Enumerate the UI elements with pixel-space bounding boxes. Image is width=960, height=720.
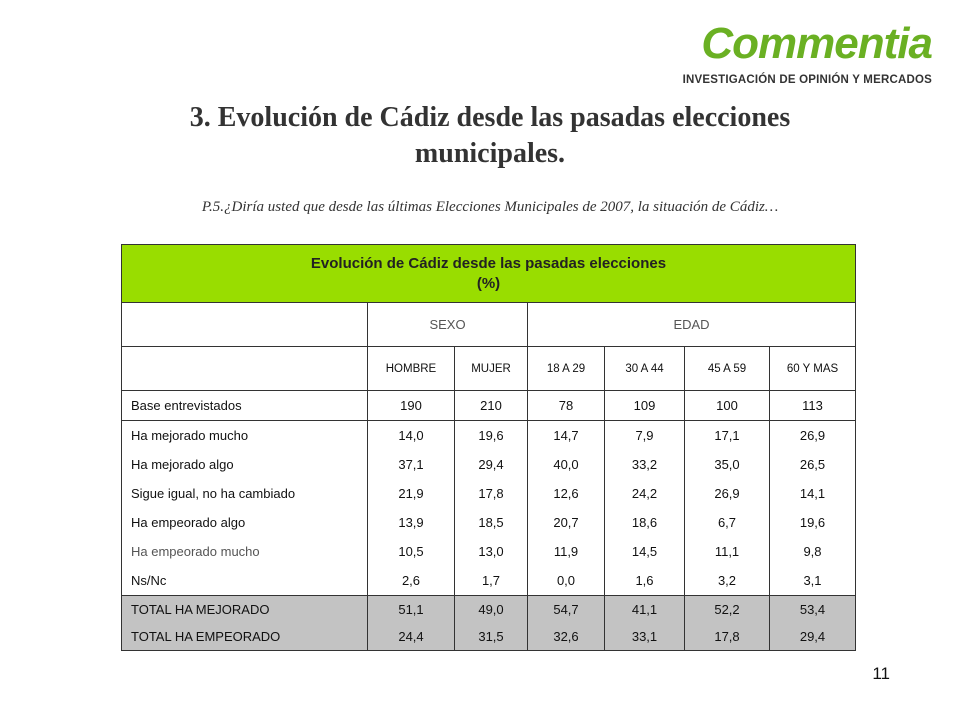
- total-row: [122, 623, 856, 651]
- table-cell: 54,7: [528, 596, 605, 624]
- row-label: Base entrevistados: [122, 391, 368, 421]
- group-header-sexo: SEXO: [368, 303, 528, 347]
- column-header-row: [122, 347, 856, 391]
- table-cell: 3,1: [770, 566, 856, 596]
- page-number: 11: [872, 664, 890, 683]
- table-cell: 113: [770, 391, 856, 421]
- group-header-empty: [122, 303, 368, 347]
- table-cell: 53,4: [770, 596, 856, 624]
- table-cell: 14,7: [528, 421, 605, 451]
- results-table: [121, 244, 856, 651]
- group-header-row: [122, 303, 856, 347]
- table-cell: 109: [605, 391, 685, 421]
- table-cell: 33,2: [605, 450, 685, 479]
- row-label: TOTAL HA EMPEORADO: [122, 623, 368, 651]
- page-title: [120, 100, 860, 172]
- table-cell: 6,7: [685, 508, 770, 537]
- column-header-mujer: MUJER: [455, 347, 528, 391]
- table-cell: 0,0: [528, 566, 605, 596]
- total-row: [122, 596, 856, 624]
- table-cell: 78: [528, 391, 605, 421]
- table-cell: 40,0: [528, 450, 605, 479]
- row-label: Ns/Nc: [122, 566, 368, 596]
- table-cell: 26,5: [770, 450, 856, 479]
- table-cell: 14,0: [368, 421, 455, 451]
- table-cell: 18,6: [605, 508, 685, 537]
- table-cell: 52,2: [685, 596, 770, 624]
- column-header-18-29: 18 A 29: [528, 347, 605, 391]
- table-cell: 190: [368, 391, 455, 421]
- table-cell: 10,5: [368, 537, 455, 566]
- table-cell: 24,4: [368, 623, 455, 651]
- row-label: Ha mejorado mucho: [122, 421, 368, 451]
- table-cell: 21,9: [368, 479, 455, 508]
- table-cell: 41,1: [605, 596, 685, 624]
- table-row: [122, 421, 856, 451]
- table-cell: 7,9: [605, 421, 685, 451]
- column-header-empty: [122, 347, 368, 391]
- table-cell: 14,5: [605, 537, 685, 566]
- table-cell: 32,6: [528, 623, 605, 651]
- table-cell: 17,8: [685, 623, 770, 651]
- table-cell: 12,6: [528, 479, 605, 508]
- table-cell: 13,0: [455, 537, 528, 566]
- table-cell: 9,8: [770, 537, 856, 566]
- table-cell: 26,9: [685, 479, 770, 508]
- table-cell: 20,7: [528, 508, 605, 537]
- commentia-logo: [683, 20, 932, 86]
- table-cell: 17,8: [455, 479, 528, 508]
- table-row: [122, 537, 856, 566]
- row-label: Ha empeorado mucho: [122, 537, 368, 566]
- table-row: [122, 508, 856, 537]
- table-cell: 11,9: [528, 537, 605, 566]
- logo-tagline: INVESTIGACIÓN DE OPINIÓN Y MERCADOS: [682, 74, 932, 86]
- group-header-edad: EDAD: [528, 303, 856, 347]
- table-cell: 1,6: [605, 566, 685, 596]
- column-header-45-59: 45 A 59: [685, 347, 770, 391]
- table-row: [122, 450, 856, 479]
- table-cell: 26,9: [770, 421, 856, 451]
- table-cell: 35,0: [685, 450, 770, 479]
- table-cell: 33,1: [605, 623, 685, 651]
- table-cell: 51,1: [368, 596, 455, 624]
- survey-question: P.5.¿Diría usted que desde las últimas Elecciones Municipales de 2007, la situación de Cádiz…: [201, 199, 779, 215]
- table-cell: 19,6: [455, 421, 528, 451]
- page-title-line1: 3. Evolución de Cádiz desde las pasadas elecciones: [189, 102, 791, 133]
- table-cell: 49,0: [455, 596, 528, 624]
- logo-wordmark: Commentia: [701, 19, 932, 68]
- table-header-row: [122, 245, 856, 303]
- column-header-30-44: 30 A 44: [605, 347, 685, 391]
- table-title-line1: Evolución de Cádiz desde las pasadas elecciones: [310, 254, 667, 272]
- table-row: [122, 391, 856, 421]
- table-cell: 14,1: [770, 479, 856, 508]
- table-row: [122, 479, 856, 508]
- table-cell: 1,7: [455, 566, 528, 596]
- table-title: [122, 245, 856, 303]
- table-title-line2: (%): [476, 274, 501, 292]
- table-row: [122, 566, 856, 596]
- row-label: Ha empeorado algo: [122, 508, 368, 537]
- table-cell: 210: [455, 391, 528, 421]
- table-cell: 24,2: [605, 479, 685, 508]
- column-header-60-mas: 60 Y MAS: [770, 347, 856, 391]
- table-cell: 18,5: [455, 508, 528, 537]
- table-cell: 29,4: [455, 450, 528, 479]
- table-cell: 17,1: [685, 421, 770, 451]
- table-cell: 29,4: [770, 623, 856, 651]
- table-cell: 11,1: [685, 537, 770, 566]
- table-cell: 3,2: [685, 566, 770, 596]
- row-label: TOTAL HA MEJORADO: [122, 596, 368, 624]
- table-cell: 19,6: [770, 508, 856, 537]
- table-cell: 2,6: [368, 566, 455, 596]
- column-header-hombre: HOMBRE: [368, 347, 455, 391]
- table-cell: 31,5: [455, 623, 528, 651]
- row-label: Ha mejorado algo: [122, 450, 368, 479]
- page-title-line2: municipales.: [414, 138, 566, 169]
- table-cell: 100: [685, 391, 770, 421]
- table-cell: 13,9: [368, 508, 455, 537]
- table-cell: 37,1: [368, 450, 455, 479]
- row-label: Sigue igual, no ha cambiado: [122, 479, 368, 508]
